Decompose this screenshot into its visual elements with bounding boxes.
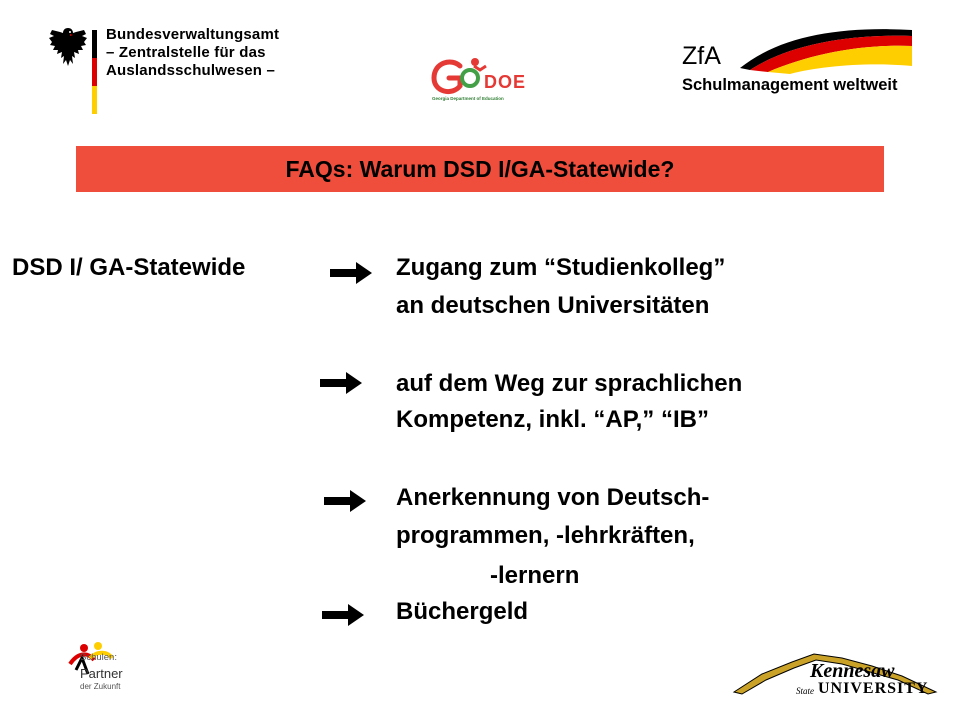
schulen-line1: Schulen: <box>80 652 117 663</box>
item3-line2: programmen, -lehrkräften, <box>396 522 695 549</box>
item1-line2: an deutschen Universitäten <box>396 292 710 319</box>
arrow-right-icon <box>324 490 366 512</box>
gadoe-logo <box>430 56 538 106</box>
item4-line1: Büchergeld <box>396 598 529 625</box>
zfa-swoosh-graphic <box>720 26 912 78</box>
bva-logo-line1: Bundesverwaltungsamt <box>106 26 280 43</box>
schulen-partner-logo <box>64 640 144 702</box>
item1-line1: Zugang zum “Studienkolleg” <box>396 254 726 281</box>
german-flag-bar <box>92 30 97 114</box>
gadoe-wordmark-graphic <box>430 56 538 100</box>
schulen-line2: Partner <box>80 666 123 681</box>
eagle-icon <box>48 24 88 70</box>
ksu-line2: UNIVERSITY <box>818 680 929 697</box>
arrow-right-icon <box>320 372 362 394</box>
bva-logo-line2: – Zentralstelle für das <box>106 44 266 61</box>
item3-line3: -lernern <box>490 562 580 589</box>
arrow-right-icon <box>322 604 364 626</box>
ksu-line1: Kennesaw <box>810 660 895 682</box>
ksu-state: State <box>796 686 814 696</box>
schulen-line3: der Zukunft <box>80 682 121 691</box>
bva-logo-line3: Auslandsschulwesen – <box>106 62 276 79</box>
arrow-right-icon <box>330 262 372 284</box>
zfa-name: ZfA <box>682 42 721 70</box>
svg-text:DOE: DOE <box>484 72 527 92</box>
item2-line2: Kompetenz, inkl. “AP,” “IB” <box>396 406 709 433</box>
zfa-subtitle: Schulmanagement weltweit <box>682 76 898 94</box>
slide-title: FAQs: Warum DSD I/GA-Statewide? <box>285 155 675 182</box>
gadoe-subtitle: Georgia Department of Education <box>432 96 504 101</box>
title-bar <box>76 146 884 192</box>
ksu-logo <box>732 652 938 704</box>
item2-line1: auf dem Weg zur sprachlichen <box>396 370 743 397</box>
bva-logo <box>48 22 278 114</box>
left-label: DSD I/ GA-Statewide <box>12 254 246 281</box>
item3-line1: Anerkennung von Deutsch- <box>396 484 710 511</box>
zfa-logo <box>680 26 912 102</box>
